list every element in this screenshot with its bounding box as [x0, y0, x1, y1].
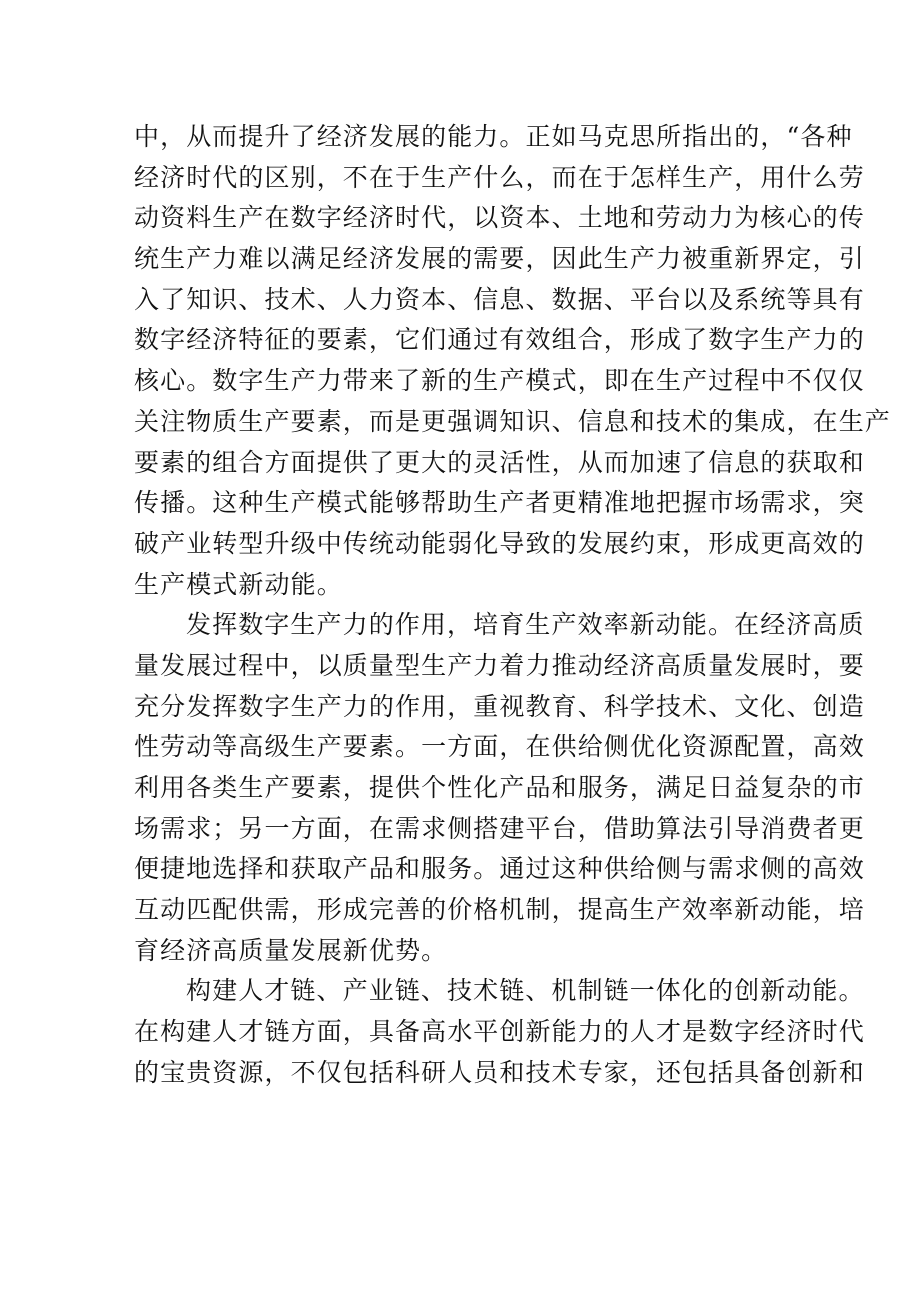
text-line: 统生产力难以满足经济发展的需要，因此生产力被重新界定，引 [134, 244, 865, 274]
text-line: 构建人才链、产业链、技术链、机制链一体化的创新动能。 [186, 976, 865, 1006]
text-line: 核心。数字生产力带来了新的生产模式，即在生产过程中不仅仅 [134, 366, 865, 396]
paragraph-1 [134, 117, 891, 605]
text-line: 便捷地选择和获取产品和服务。通过这种供给侧与需求侧的高效 [134, 854, 865, 884]
body-text [134, 117, 891, 1094]
text-line: 破产业转型升级中传统动能弱化导致的发展约束，形成更高效的 [134, 528, 865, 558]
text-line: 场需求；另一方面，在需求侧搭建平台，借助算法引导消费者更 [134, 813, 865, 843]
text-line: 动资料生产在数字经济时代，以资本、土地和劳动力为核心的传 [134, 203, 865, 233]
paragraph-2 [134, 605, 865, 971]
text-line: 入了知识、技术、人力资本、信息、数据、平台以及系统等具有 [134, 284, 865, 314]
text-line: 经济时代的区别，不在于生产什么，而在于怎样生产，用什么劳 [134, 162, 865, 192]
paragraph-3 [134, 971, 865, 1093]
text-line: 生产模式新动能。 [134, 569, 343, 599]
text-line: 关注物质生产要素，而是更强调知识、信息和技术的集成，在生产 [134, 406, 891, 436]
text-line: 利用各类生产要素，提供个性化产品和服务，满足日益复杂的市 [134, 773, 865, 802]
text-line: 发挥数字生产力的作用，培育生产效率新动能。在经济高质 [186, 610, 865, 640]
text-line: 要素的组合方面提供了更大的灵活性，从而加速了信息的获取和 [134, 447, 865, 477]
text-line: 充分发挥数字生产力的作用，重视教育、科学技术、文化、创造 [134, 691, 865, 721]
text-line: 性劳动等高级生产要素。一方面，在供给侧优化资源配置，高效 [134, 732, 865, 762]
text-line: 互动匹配供需，形成完善的价格机制，提高生产效率新动能，培 [134, 895, 865, 925]
text-line: 传播。这种生产模式能够帮助生产者更精准地把握市场需求，突 [134, 488, 865, 518]
text-line: 在构建人才链方面，具备高水平创新能力的人才是数字经济时代 [134, 1017, 865, 1047]
text-line: 中，从而提升了经济发展的能力。正如马克思所指出的，“各种 [134, 122, 853, 151]
text-line: 数字经济特征的要素，它们通过有效组合，形成了数字生产力的 [134, 325, 865, 355]
text-line: 量发展过程中，以质量型生产力着力推动经济高质量发展时，要 [134, 650, 865, 680]
text-line: 育经济高质量发展新优势。 [134, 935, 448, 965]
text-line: 的宝贵资源，不仅包括科研人员和技术专家，还包括具备创新和 [134, 1057, 865, 1087]
